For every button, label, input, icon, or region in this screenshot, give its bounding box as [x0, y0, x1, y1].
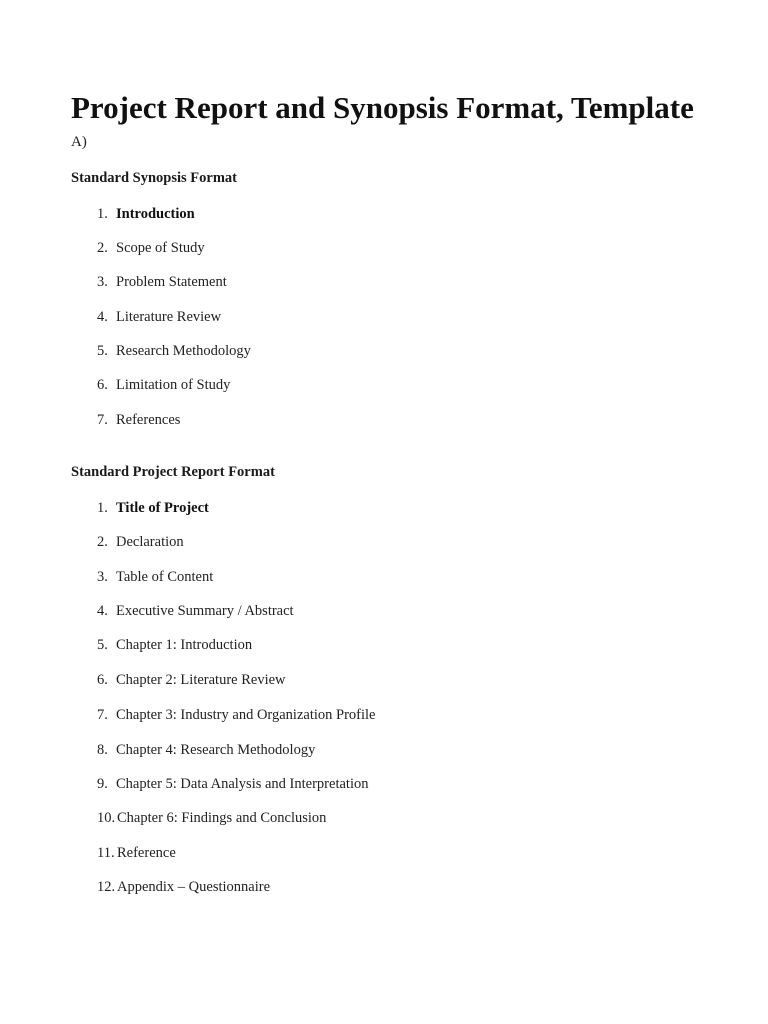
list-item-text: Chapter 5: Data Analysis and Interpretation: [116, 776, 369, 792]
list-item-text: Research Methodology: [116, 343, 251, 359]
list-item-text: Chapter 6: Findings and Conclusion: [117, 810, 327, 826]
list-item-number: 1.: [97, 206, 108, 222]
list-item-text: Introduction: [116, 206, 195, 222]
list-item-text: Chapter 1: Introduction: [116, 637, 253, 653]
section-marker: A): [71, 134, 87, 150]
list-item-text: Problem Statement: [116, 274, 227, 290]
list-item-number: 4.: [97, 603, 108, 619]
list-item-text: References: [116, 412, 181, 428]
list-item-number: 7.: [97, 412, 108, 428]
list-item-text: Declaration: [116, 534, 184, 550]
list-item-number: 10.: [97, 810, 116, 826]
list-item-number: 3.: [97, 569, 108, 585]
list-item-text: Scope of Study: [116, 240, 205, 256]
list-item-number: 6.: [97, 377, 108, 393]
list-item-text: Literature Review: [116, 309, 222, 325]
list-item-text: Table of Content: [116, 569, 214, 585]
list-item-text: Chapter 4: Research Methodology: [116, 742, 316, 758]
list-item-text: Chapter 3: Industry and Organization Profile: [116, 707, 376, 723]
list-item-number: 11.: [97, 845, 115, 861]
list-item-number: 3.: [97, 274, 108, 290]
list-item-number: 9.: [97, 776, 108, 792]
list-item-number: 2.: [97, 240, 108, 256]
synopsis-heading: Standard Synopsis Format: [71, 170, 237, 186]
list-item-text: Chapter 2: Literature Review: [116, 672, 286, 688]
list-item-text: Limitation of Study: [116, 377, 231, 393]
list-item-number: 5.: [97, 343, 108, 359]
list-item-number: 8.: [97, 742, 108, 758]
list-item-number: 1.: [97, 500, 108, 516]
list-item-number: 5.: [97, 637, 108, 653]
list-item-text: Title of Project: [116, 500, 209, 516]
list-item-text: Appendix – Questionnaire: [117, 879, 271, 895]
list-item-text: Reference: [117, 845, 176, 861]
list-item-number: 2.: [97, 534, 108, 550]
list-item-number: 12.: [97, 879, 116, 895]
list-item-number: 6.: [97, 672, 108, 688]
page-title: Project Report and Synopsis Format, Template: [71, 90, 694, 125]
report-heading: Standard Project Report Format: [71, 464, 275, 480]
list-item-number: 7.: [97, 707, 108, 723]
list-item-text: Executive Summary / Abstract: [116, 603, 294, 619]
list-item-number: 4.: [97, 309, 108, 325]
